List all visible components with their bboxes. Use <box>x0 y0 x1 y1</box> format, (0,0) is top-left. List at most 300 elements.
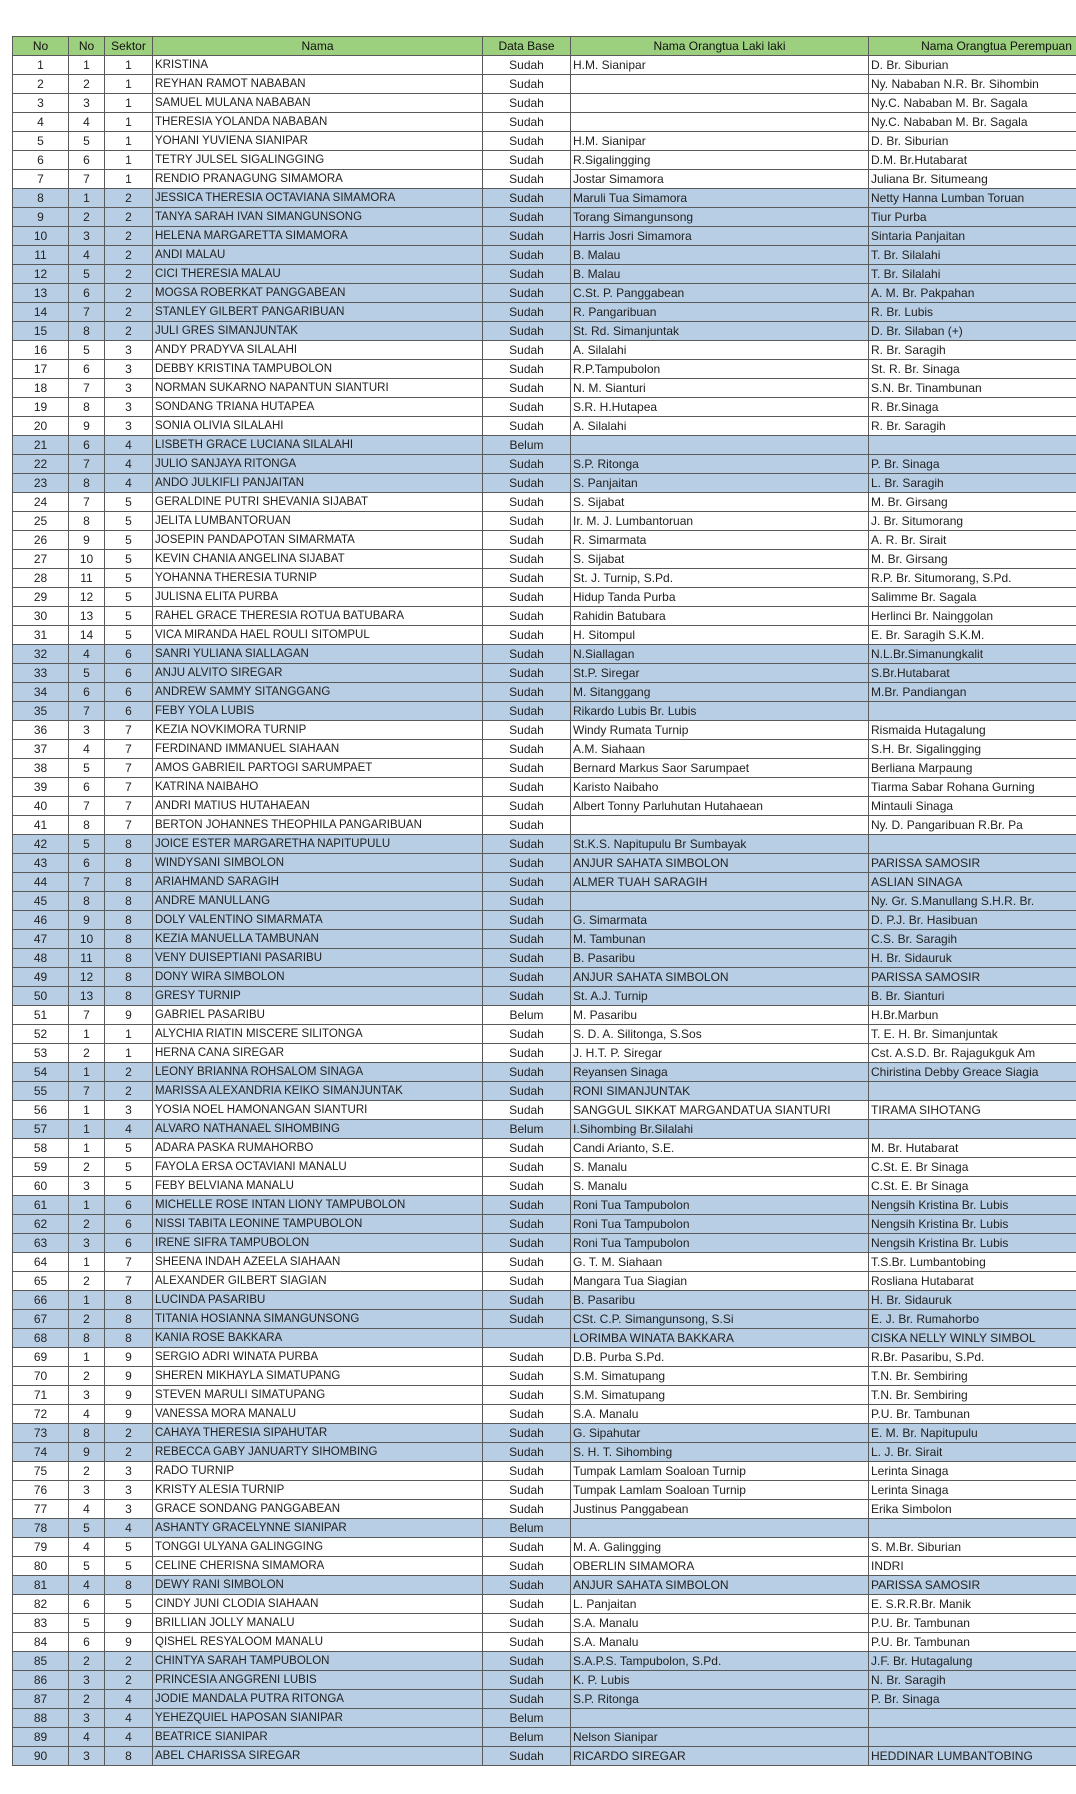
cell-no[interactable]: 71 <box>13 1386 69 1405</box>
cell-nama[interactable]: CELINE CHERISNA SIMAMORA <box>153 1557 483 1576</box>
table-row[interactable] <box>13 1462 1076 1481</box>
cell-no-sektor[interactable]: 2 <box>69 1690 105 1709</box>
cell-nama[interactable]: SERGIO ADRI WINATA PURBA <box>153 1348 483 1367</box>
cell-sektor[interactable]: 7 <box>105 1253 153 1272</box>
cell-database[interactable]: Sudah <box>483 360 571 379</box>
cell-nama[interactable]: HELENA MARGARETTA SIMAMORA <box>153 227 483 246</box>
cell-nama[interactable]: ANDRI MATIUS HUTAHAEAN <box>153 797 483 816</box>
cell-nama[interactable]: THERESIA YOLANDA NABABAN <box>153 113 483 132</box>
cell-sektor[interactable]: 3 <box>105 1481 153 1500</box>
cell-no[interactable]: 31 <box>13 626 69 645</box>
cell-sektor[interactable]: 9 <box>105 1405 153 1424</box>
cell-database[interactable]: Sudah <box>483 455 571 474</box>
cell-sektor[interactable]: 2 <box>105 1082 153 1101</box>
cell-sektor[interactable]: 5 <box>105 1557 153 1576</box>
cell-orangtua-perempuan[interactable]: T.S.Br. Lumbantobing <box>869 1253 1076 1272</box>
cell-orangtua-laki[interactable]: SANGGUL SIKKAT MARGANDATUA SIANTURI <box>571 1101 869 1120</box>
cell-orangtua-laki[interactable]: S.M. Simatupang <box>571 1367 869 1386</box>
cell-sektor[interactable]: 4 <box>105 436 153 455</box>
cell-no-sektor[interactable]: 1 <box>69 1348 105 1367</box>
table-row[interactable] <box>13 132 1076 151</box>
cell-orangtua-perempuan[interactable]: ASLIAN SINAGA <box>869 873 1076 892</box>
cell-orangtua-laki[interactable]: N. M. Sianturi <box>571 379 869 398</box>
cell-database[interactable]: Sudah <box>483 607 571 626</box>
cell-orangtua-perempuan[interactable]: H.Br.Marbun <box>869 1006 1076 1025</box>
cell-orangtua-laki[interactable]: Roni Tua Tampubolon <box>571 1234 869 1253</box>
cell-database[interactable]: Sudah <box>483 1234 571 1253</box>
cell-nama[interactable]: JESSICA THERESIA OCTAVIANA SIMAMORA <box>153 189 483 208</box>
cell-no[interactable]: 75 <box>13 1462 69 1481</box>
table-row[interactable] <box>13 1291 1076 1310</box>
cell-orangtua-perempuan[interactable]: N.L.Br.Simanungkalit <box>869 645 1076 664</box>
table-row[interactable] <box>13 1671 1076 1690</box>
cell-nama[interactable]: ARIAHMAND SARAGIH <box>153 873 483 892</box>
cell-orangtua-laki[interactable]: R.P.Tampubolon <box>571 360 869 379</box>
cell-orangtua-laki[interactable]: R. Pangaribuan <box>571 303 869 322</box>
cell-orangtua-laki[interactable]: RONI SIMANJUNTAK <box>571 1082 869 1101</box>
cell-no-sektor[interactable]: 2 <box>69 1044 105 1063</box>
cell-orangtua-perempuan[interactable]: Rosliana Hutabarat <box>869 1272 1076 1291</box>
cell-nama[interactable]: STEVEN MARULI SIMATUPANG <box>153 1386 483 1405</box>
cell-orangtua-perempuan[interactable]: Tiarma Sabar Rohana Gurning <box>869 778 1076 797</box>
cell-sektor[interactable]: 2 <box>105 284 153 303</box>
cell-database[interactable]: Sudah <box>483 303 571 322</box>
cell-database[interactable]: Sudah <box>483 911 571 930</box>
cell-orangtua-perempuan[interactable]: R. Br. Lubis <box>869 303 1076 322</box>
table-row[interactable] <box>13 1500 1076 1519</box>
cell-database[interactable]: Sudah <box>483 512 571 531</box>
cell-no-sektor[interactable]: 2 <box>69 1367 105 1386</box>
cell-nama[interactable]: KATRINA NAIBAHO <box>153 778 483 797</box>
table-row[interactable] <box>13 816 1076 835</box>
cell-no[interactable]: 7 <box>13 170 69 189</box>
cell-database[interactable]: Sudah <box>483 56 571 75</box>
cell-orangtua-laki[interactable]: G. Simarmata <box>571 911 869 930</box>
cell-orangtua-laki[interactable]: Candi Arianto, S.E. <box>571 1139 869 1158</box>
cell-no[interactable]: 3 <box>13 94 69 113</box>
cell-no-sektor[interactable]: 10 <box>69 550 105 569</box>
cell-no[interactable]: 72 <box>13 1405 69 1424</box>
cell-no-sektor[interactable]: 2 <box>69 1310 105 1329</box>
cell-no-sektor[interactable]: 3 <box>69 1481 105 1500</box>
cell-nama[interactable]: JULI GRES SIMANJUNTAK <box>153 322 483 341</box>
cell-orangtua-perempuan[interactable] <box>869 835 1076 854</box>
table-row[interactable] <box>13 151 1076 170</box>
cell-nama[interactable]: GABRIEL PASARIBU <box>153 1006 483 1025</box>
cell-database[interactable]: Sudah <box>483 930 571 949</box>
cell-orangtua-perempuan[interactable]: E. Br. Saragih S.K.M. <box>869 626 1076 645</box>
table-row[interactable] <box>13 227 1076 246</box>
cell-no[interactable]: 63 <box>13 1234 69 1253</box>
cell-database[interactable]: Belum <box>483 1120 571 1139</box>
cell-nama[interactable]: CHINTYA SARAH TAMPUBOLON <box>153 1652 483 1671</box>
cell-no-sektor[interactable]: 9 <box>69 911 105 930</box>
cell-no-sektor[interactable]: 6 <box>69 360 105 379</box>
cell-database[interactable]: Sudah <box>483 322 571 341</box>
cell-orangtua-laki[interactable]: B. Pasaribu <box>571 949 869 968</box>
cell-no[interactable]: 76 <box>13 1481 69 1500</box>
cell-sektor[interactable]: 5 <box>105 1158 153 1177</box>
cell-orangtua-laki[interactable] <box>571 113 869 132</box>
cell-orangtua-perempuan[interactable]: HEDDINAR LUMBANTOBING <box>869 1747 1076 1766</box>
cell-orangtua-laki[interactable]: CSt. C.P. Simangunsong, S.Si <box>571 1310 869 1329</box>
cell-nama[interactable]: VANESSA MORA MANALU <box>153 1405 483 1424</box>
cell-orangtua-laki[interactable]: A. Silalahi <box>571 341 869 360</box>
cell-nama[interactable]: MICHELLE ROSE INTAN LIONY TAMPUBOLON <box>153 1196 483 1215</box>
cell-sektor[interactable]: 2 <box>105 208 153 227</box>
cell-no[interactable]: 34 <box>13 683 69 702</box>
table-row[interactable] <box>13 987 1076 1006</box>
cell-orangtua-laki[interactable]: LORIMBA WINATA BAKKARA <box>571 1329 869 1348</box>
cell-nama[interactable]: ANDI MALAU <box>153 246 483 265</box>
cell-no-sektor[interactable]: 2 <box>69 75 105 94</box>
cell-orangtua-laki[interactable]: S. H. T. Sihombing <box>571 1443 869 1462</box>
cell-sektor[interactable]: 5 <box>105 1177 153 1196</box>
table-row[interactable] <box>13 265 1076 284</box>
table-row[interactable] <box>13 1538 1076 1557</box>
cell-database[interactable]: Sudah <box>483 94 571 113</box>
cell-no[interactable]: 47 <box>13 930 69 949</box>
cell-database[interactable]: Sudah <box>483 1538 571 1557</box>
cell-database[interactable]: Sudah <box>483 740 571 759</box>
cell-orangtua-perempuan[interactable]: P.U. Br. Tambunan <box>869 1614 1076 1633</box>
cell-no[interactable]: 59 <box>13 1158 69 1177</box>
table-row[interactable] <box>13 1709 1076 1728</box>
cell-orangtua-perempuan[interactable]: H. Br. Sidauruk <box>869 1291 1076 1310</box>
cell-orangtua-laki[interactable]: D.B. Purba S.Pd. <box>571 1348 869 1367</box>
table-row[interactable] <box>13 1367 1076 1386</box>
cell-no[interactable]: 58 <box>13 1139 69 1158</box>
cell-nama[interactable]: STANLEY GILBERT PANGARIBUAN <box>153 303 483 322</box>
cell-nama[interactable]: FAYOLA ERSA OCTAVIANI MANALU <box>153 1158 483 1177</box>
cell-no[interactable]: 11 <box>13 246 69 265</box>
table-row[interactable] <box>13 1196 1076 1215</box>
cell-no-sektor[interactable]: 6 <box>69 778 105 797</box>
cell-no[interactable]: 25 <box>13 512 69 531</box>
cell-orangtua-perempuan[interactable] <box>869 702 1076 721</box>
cell-orangtua-laki[interactable]: S.P. Ritonga <box>571 1690 869 1709</box>
cell-orangtua-perempuan[interactable]: Mintauli Sinaga <box>869 797 1076 816</box>
cell-database[interactable]: Sudah <box>483 1424 571 1443</box>
cell-database[interactable]: Sudah <box>483 664 571 683</box>
cell-no-sektor[interactable]: 13 <box>69 607 105 626</box>
cell-nama[interactable]: BRILLIAN JOLLY MANALU <box>153 1614 483 1633</box>
cell-sektor[interactable]: 2 <box>105 246 153 265</box>
cell-sektor[interactable]: 7 <box>105 816 153 835</box>
table-row[interactable] <box>13 854 1076 873</box>
cell-database[interactable]: Sudah <box>483 1101 571 1120</box>
cell-nama[interactable]: TITANIA HOSIANNA SIMANGUNSONG <box>153 1310 483 1329</box>
cell-database[interactable]: Sudah <box>483 1367 571 1386</box>
cell-nama[interactable]: REYHAN RAMOT NABABAN <box>153 75 483 94</box>
cell-no[interactable]: 68 <box>13 1329 69 1348</box>
cell-nama[interactable]: YOSIA NOEL HAMONANGAN SIANTURI <box>153 1101 483 1120</box>
cell-sektor[interactable]: 8 <box>105 1291 153 1310</box>
cell-sektor[interactable]: 9 <box>105 1348 153 1367</box>
cell-orangtua-laki[interactable]: Mangara Tua Siagian <box>571 1272 869 1291</box>
cell-no[interactable]: 83 <box>13 1614 69 1633</box>
table-row[interactable] <box>13 417 1076 436</box>
cell-orangtua-perempuan[interactable]: L. Br. Saragih <box>869 474 1076 493</box>
cell-no[interactable]: 79 <box>13 1538 69 1557</box>
cell-orangtua-perempuan[interactable]: Nengsih Kristina Br. Lubis <box>869 1196 1076 1215</box>
cell-no-sektor[interactable]: 1 <box>69 56 105 75</box>
cell-no-sektor[interactable]: 3 <box>69 1747 105 1766</box>
cell-database[interactable]: Sudah <box>483 987 571 1006</box>
cell-sektor[interactable]: 2 <box>105 1671 153 1690</box>
cell-no[interactable]: 62 <box>13 1215 69 1234</box>
table-row[interactable] <box>13 1310 1076 1329</box>
cell-no-sektor[interactable]: 3 <box>69 1234 105 1253</box>
cell-sektor[interactable]: 2 <box>105 1063 153 1082</box>
cell-nama[interactable]: SHEREN MIKHAYLA SIMATUPANG <box>153 1367 483 1386</box>
cell-nama[interactable]: ANDRE MANULLANG <box>153 892 483 911</box>
cell-no-sektor[interactable]: 5 <box>69 835 105 854</box>
cell-orangtua-laki[interactable]: R.Sigalingging <box>571 151 869 170</box>
cell-nama[interactable]: MARISSA ALEXANDRIA KEIKO SIMANJUNTAK <box>153 1082 483 1101</box>
cell-sektor[interactable]: 3 <box>105 1462 153 1481</box>
cell-sektor[interactable]: 3 <box>105 1500 153 1519</box>
cell-orangtua-laki[interactable]: ANJUR SAHATA SIMBOLON <box>571 968 869 987</box>
cell-orangtua-laki[interactable]: ANJUR SAHATA SIMBOLON <box>571 1576 869 1595</box>
cell-orangtua-laki[interactable]: St. A.J. Turnip <box>571 987 869 1006</box>
cell-orangtua-laki[interactable] <box>571 1519 869 1538</box>
cell-no[interactable]: 44 <box>13 873 69 892</box>
cell-orangtua-laki[interactable]: S.A. Manalu <box>571 1614 869 1633</box>
cell-orangtua-perempuan[interactable]: R.Br. Pasaribu, S.Pd. <box>869 1348 1076 1367</box>
cell-nama[interactable]: JELITA LUMBANTORUAN <box>153 512 483 531</box>
header-no-sektor[interactable]: No <box>69 37 105 56</box>
cell-database[interactable]: Sudah <box>483 1310 571 1329</box>
cell-no-sektor[interactable]: 3 <box>69 1177 105 1196</box>
cell-nama[interactable]: KEVIN CHANIA ANGELINA SIJABAT <box>153 550 483 569</box>
cell-nama[interactable]: KRISTINA <box>153 56 483 75</box>
cell-orangtua-perempuan[interactable]: TIRAMA SIHOTANG <box>869 1101 1076 1120</box>
cell-orangtua-perempuan[interactable]: Netty Hanna Lumban Toruan <box>869 189 1076 208</box>
table-row[interactable] <box>13 1177 1076 1196</box>
cell-nama[interactable]: FERDINAND IMMANUEL SIAHAAN <box>153 740 483 759</box>
cell-orangtua-laki[interactable]: S. Sijabat <box>571 493 869 512</box>
cell-no[interactable]: 41 <box>13 816 69 835</box>
cell-no-sektor[interactable]: 5 <box>69 1557 105 1576</box>
cell-orangtua-laki[interactable]: A. Silalahi <box>571 417 869 436</box>
cell-orangtua-perempuan[interactable]: PARISSA SAMOSIR <box>869 1576 1076 1595</box>
table-row[interactable] <box>13 1405 1076 1424</box>
cell-orangtua-laki[interactable]: S. Panjaitan <box>571 474 869 493</box>
cell-no[interactable]: 6 <box>13 151 69 170</box>
cell-database[interactable]: Sudah <box>483 246 571 265</box>
cell-orangtua-laki[interactable] <box>571 892 869 911</box>
cell-nama[interactable]: RADO TURNIP <box>153 1462 483 1481</box>
cell-sektor[interactable]: 7 <box>105 1272 153 1291</box>
cell-orangtua-perempuan[interactable]: T. Br. Silalahi <box>869 265 1076 284</box>
cell-no[interactable]: 65 <box>13 1272 69 1291</box>
cell-no[interactable]: 57 <box>13 1120 69 1139</box>
cell-no-sektor[interactable]: 7 <box>69 379 105 398</box>
cell-sektor[interactable]: 7 <box>105 778 153 797</box>
cell-nama[interactable]: TANYA SARAH IVAN SIMANGUNSONG <box>153 208 483 227</box>
table-row[interactable] <box>13 1595 1076 1614</box>
cell-sektor[interactable]: 9 <box>105 1614 153 1633</box>
table-row[interactable] <box>13 873 1076 892</box>
cell-orangtua-laki[interactable]: RICARDO SIREGAR <box>571 1747 869 1766</box>
cell-database[interactable]: Sudah <box>483 1253 571 1272</box>
cell-orangtua-perempuan[interactable]: Rismaida Hutagalung <box>869 721 1076 740</box>
cell-nama[interactable]: JODIE MANDALA PUTRA RITONGA <box>153 1690 483 1709</box>
cell-sektor[interactable]: 9 <box>105 1386 153 1405</box>
cell-nama[interactable]: FEBY YOLA LUBIS <box>153 702 483 721</box>
cell-database[interactable]: Sudah <box>483 398 571 417</box>
cell-no[interactable]: 32 <box>13 645 69 664</box>
table-row[interactable] <box>13 189 1076 208</box>
cell-no[interactable]: 17 <box>13 360 69 379</box>
cell-sektor[interactable]: 4 <box>105 474 153 493</box>
cell-orangtua-perempuan[interactable] <box>869 1082 1076 1101</box>
cell-database[interactable]: Sudah <box>483 588 571 607</box>
cell-nama[interactable]: ALYCHIA RIATIN MISCERE SILITONGA <box>153 1025 483 1044</box>
cell-no[interactable]: 49 <box>13 968 69 987</box>
cell-no[interactable]: 12 <box>13 265 69 284</box>
cell-no-sektor[interactable]: 11 <box>69 949 105 968</box>
cell-database[interactable]: Sudah <box>483 493 571 512</box>
cell-no-sektor[interactable]: 2 <box>69 1158 105 1177</box>
cell-nama[interactable]: JULIO SANJAYA RITONGA <box>153 455 483 474</box>
cell-orangtua-laki[interactable]: S. Manalu <box>571 1177 869 1196</box>
cell-orangtua-perempuan[interactable]: Nengsih Kristina Br. Lubis <box>869 1215 1076 1234</box>
cell-no-sektor[interactable]: 3 <box>69 1386 105 1405</box>
cell-orangtua-perempuan[interactable]: P. Br. Sinaga <box>869 1690 1076 1709</box>
cell-no-sektor[interactable]: 2 <box>69 1652 105 1671</box>
cell-no-sektor[interactable]: 8 <box>69 892 105 911</box>
cell-orangtua-perempuan[interactable]: A. M. Br. Pakpahan <box>869 284 1076 303</box>
cell-no-sektor[interactable]: 12 <box>69 588 105 607</box>
cell-no-sektor[interactable]: 1 <box>69 1139 105 1158</box>
table-row[interactable] <box>13 1557 1076 1576</box>
cell-orangtua-perempuan[interactable]: Salimme Br. Sagala <box>869 588 1076 607</box>
cell-database[interactable]: Sudah <box>483 474 571 493</box>
cell-no-sektor[interactable]: 6 <box>69 1595 105 1614</box>
cell-no-sektor[interactable]: 5 <box>69 1519 105 1538</box>
table-row[interactable] <box>13 303 1076 322</box>
cell-no[interactable]: 8 <box>13 189 69 208</box>
table-row[interactable] <box>13 531 1076 550</box>
cell-nama[interactable]: GRACE SONDANG PANGGABEAN <box>153 1500 483 1519</box>
table-row[interactable] <box>13 588 1076 607</box>
table-row[interactable] <box>13 740 1076 759</box>
cell-orangtua-laki[interactable]: G. Sipahutar <box>571 1424 869 1443</box>
cell-orangtua-laki[interactable]: Reyansen Sinaga <box>571 1063 869 1082</box>
cell-sektor[interactable]: 6 <box>105 1234 153 1253</box>
cell-no[interactable]: 15 <box>13 322 69 341</box>
cell-no-sektor[interactable]: 4 <box>69 645 105 664</box>
table-row[interactable] <box>13 1234 1076 1253</box>
header-orangtua-perempuan[interactable]: Nama Orangtua Perempuan <box>869 37 1076 56</box>
cell-orangtua-perempuan[interactable]: Erika Simbolon <box>869 1500 1076 1519</box>
cell-nama[interactable]: ABEL CHARISSA SIREGAR <box>153 1747 483 1766</box>
cell-database[interactable]: Sudah <box>483 949 571 968</box>
cell-sektor[interactable]: 5 <box>105 1139 153 1158</box>
cell-orangtua-laki[interactable]: C.St. P. Panggabean <box>571 284 869 303</box>
cell-orangtua-perempuan[interactable]: S. M.Br. Siburian <box>869 1538 1076 1557</box>
cell-orangtua-perempuan[interactable]: E. S.R.R.Br. Manik <box>869 1595 1076 1614</box>
cell-database[interactable]: Sudah <box>483 1063 571 1082</box>
cell-nama[interactable]: GRESY TURNIP <box>153 987 483 1006</box>
table-row[interactable] <box>13 1025 1076 1044</box>
cell-orangtua-perempuan[interactable]: R. Br.Sinaga <box>869 398 1076 417</box>
cell-orangtua-laki[interactable]: L. Panjaitan <box>571 1595 869 1614</box>
cell-orangtua-perempuan[interactable]: N. Br. Saragih <box>869 1671 1076 1690</box>
table-row[interactable] <box>13 664 1076 683</box>
header-nama[interactable]: Nama <box>153 37 483 56</box>
table-row[interactable] <box>13 1519 1076 1538</box>
cell-database[interactable]: Sudah <box>483 1690 571 1709</box>
table-row[interactable] <box>13 1576 1076 1595</box>
cell-database[interactable]: Sudah <box>483 1614 571 1633</box>
cell-nama[interactable]: TETRY JULSEL SIGALINGGING <box>153 151 483 170</box>
cell-no[interactable]: 55 <box>13 1082 69 1101</box>
cell-no[interactable]: 42 <box>13 835 69 854</box>
cell-orangtua-laki[interactable]: K. P. Lubis <box>571 1671 869 1690</box>
cell-nama[interactable]: REBECCA GABY JANUARTY SIHOMBING <box>153 1443 483 1462</box>
table-row[interactable] <box>13 1652 1076 1671</box>
table-row[interactable] <box>13 626 1076 645</box>
cell-sektor[interactable]: 8 <box>105 873 153 892</box>
cell-no-sektor[interactable]: 13 <box>69 987 105 1006</box>
cell-no-sektor[interactable]: 1 <box>69 1063 105 1082</box>
cell-orangtua-laki[interactable]: St. J. Turnip, S.Pd. <box>571 569 869 588</box>
cell-no[interactable]: 77 <box>13 1500 69 1519</box>
cell-orangtua-laki[interactable] <box>571 816 869 835</box>
cell-nama[interactable]: JULISNA ELITA PURBA <box>153 588 483 607</box>
cell-orangtua-perempuan[interactable] <box>869 1709 1076 1728</box>
table-row[interactable] <box>13 1481 1076 1500</box>
cell-sektor[interactable]: 6 <box>105 664 153 683</box>
cell-sektor[interactable]: 9 <box>105 1367 153 1386</box>
cell-sektor[interactable]: 7 <box>105 721 153 740</box>
table-row[interactable] <box>13 968 1076 987</box>
cell-database[interactable]: Sudah <box>483 1576 571 1595</box>
table-row[interactable] <box>13 911 1076 930</box>
cell-orangtua-laki[interactable]: B. Malau <box>571 246 869 265</box>
cell-orangtua-perempuan[interactable]: C.St. E. Br Sinaga <box>869 1177 1076 1196</box>
cell-orangtua-laki[interactable]: S.P. Ritonga <box>571 455 869 474</box>
cell-sektor[interactable]: 8 <box>105 1576 153 1595</box>
cell-no-sektor[interactable]: 9 <box>69 417 105 436</box>
cell-nama[interactable]: ANDO JULKIFLI PANJAITAN <box>153 474 483 493</box>
cell-database[interactable]: Sudah <box>483 1025 571 1044</box>
cell-no[interactable]: 29 <box>13 588 69 607</box>
cell-no[interactable]: 64 <box>13 1253 69 1272</box>
cell-no-sektor[interactable]: 7 <box>69 873 105 892</box>
table-row[interactable] <box>13 1728 1076 1747</box>
cell-database[interactable]: Sudah <box>483 645 571 664</box>
cell-nama[interactable]: FEBY BELVIANA MANALU <box>153 1177 483 1196</box>
cell-sektor[interactable]: 8 <box>105 987 153 1006</box>
cell-no[interactable]: 52 <box>13 1025 69 1044</box>
cell-nama[interactable]: QISHEL RESYALOOM MANALU <box>153 1633 483 1652</box>
cell-orangtua-perempuan[interactable]: B. Br. Sianturi <box>869 987 1076 1006</box>
cell-orangtua-laki[interactable]: H. Sitompul <box>571 626 869 645</box>
cell-database[interactable]: Sudah <box>483 1158 571 1177</box>
cell-nama[interactable]: KEZIA NOVKIMORA TURNIP <box>153 721 483 740</box>
cell-orangtua-perempuan[interactable]: M. Br. Girsang <box>869 493 1076 512</box>
cell-sektor[interactable]: 2 <box>105 1424 153 1443</box>
cell-orangtua-perempuan[interactable]: Ny. Nababan N.R. Br. Sihombin <box>869 75 1076 94</box>
cell-no-sektor[interactable]: 14 <box>69 626 105 645</box>
cell-nama[interactable]: CAHAYA THERESIA SIPAHUTAR <box>153 1424 483 1443</box>
table-row[interactable] <box>13 512 1076 531</box>
table-row[interactable] <box>13 1044 1076 1063</box>
